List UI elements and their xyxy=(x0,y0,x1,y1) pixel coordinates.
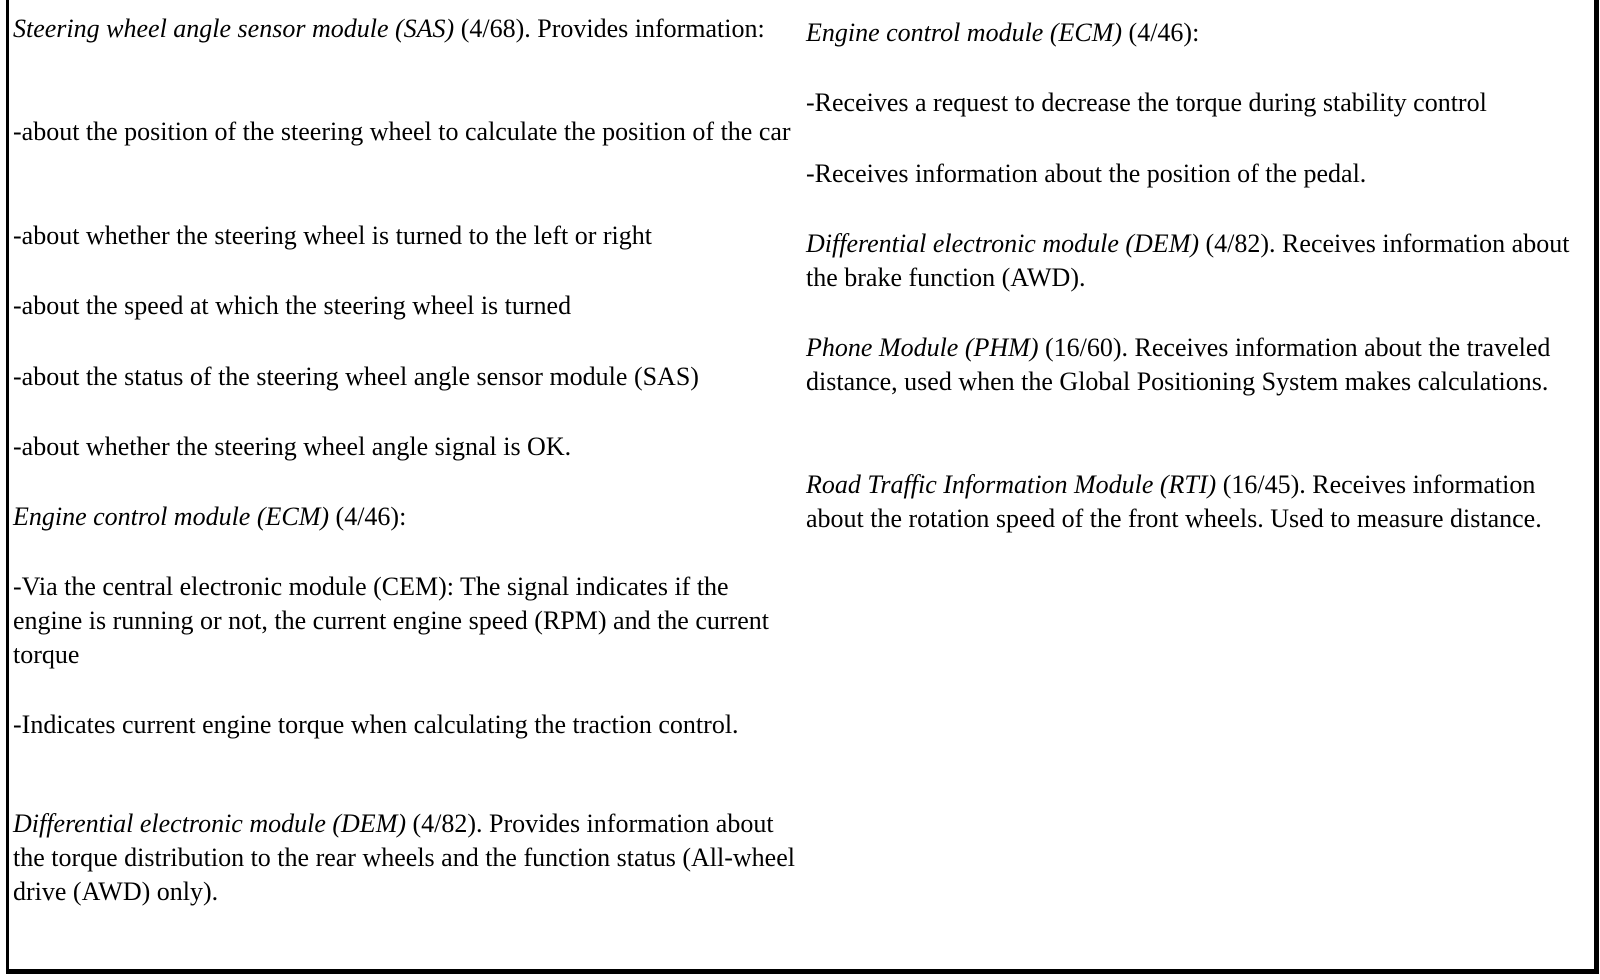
dem-module-description: (4/82). Receives information about the brake function (AWD). xyxy=(806,229,1570,292)
dem-paragraph xyxy=(13,807,803,909)
phm-module-name: Phone Module (PHM) xyxy=(806,333,1039,362)
ecm-module-name: Engine control module (ECM) xyxy=(806,18,1123,47)
ecm-module-name: Engine control module (ECM) xyxy=(13,502,330,531)
sas-heading-paragraph xyxy=(13,12,803,46)
sas-module-name: Steering wheel angle sensor module (SAS) xyxy=(13,14,455,43)
sas-item-position: -about the position of the steering wheel to calculate the position of the car xyxy=(13,117,791,146)
ecm-item-traction-torque: -Indicates current engine torque when calculating the traction control. xyxy=(13,710,739,739)
phm-module-description: (16/60). Receives information about the traveled distance, used when the Global Positioning System makes calculations. xyxy=(806,333,1551,396)
dem-paragraph xyxy=(806,227,1596,295)
rti-paragraph xyxy=(806,468,1596,536)
dem-module-name: Differential electronic module (DEM) xyxy=(806,229,1200,258)
dem-module-description: (4/82). Provides information about the torque distribution to the rear wheels and the function status (All-wheel drive (AWD) only). xyxy=(13,809,795,906)
sas-item-signal-ok: -about whether the steering wheel angle signal is OK. xyxy=(13,432,572,461)
ecm-item-pedal-position: -Receives information about the position of the pedal. xyxy=(806,159,1367,188)
rti-module-name: Road Traffic Information Module (RTI) xyxy=(806,470,1217,499)
ecm-heading-paragraph xyxy=(13,500,803,534)
ecm-item-torque-request: -Receives a request to decrease the torque during stability control xyxy=(806,88,1487,117)
dem-module-name: Differential electronic module (DEM) xyxy=(13,809,407,838)
sas-item-status: -about the status of the steering wheel angle sensor module (SAS) xyxy=(13,362,699,391)
phm-paragraph xyxy=(806,331,1596,399)
ecm-item-cem-signal: -Via the central electronic module (CEM): The signal indicates if the engine is running or not, the current engine speed (RPM) and the current torque xyxy=(13,572,769,669)
ecm-module-code: (4/46): xyxy=(329,502,407,531)
sas-module-description: (4/68). Provides information: xyxy=(454,14,765,43)
rti-module-description: (16/45). Receives information about the rotation speed of the front wheels. Used to measure distance. xyxy=(806,470,1542,533)
sas-item-speed: -about the speed at which the steering wheel is turned xyxy=(13,291,572,320)
sas-item-direction: -about whether the steering wheel is turned to the left or right xyxy=(13,221,652,250)
ecm-heading-paragraph xyxy=(806,16,1596,50)
ecm-module-code: (4/46): xyxy=(1122,18,1200,47)
